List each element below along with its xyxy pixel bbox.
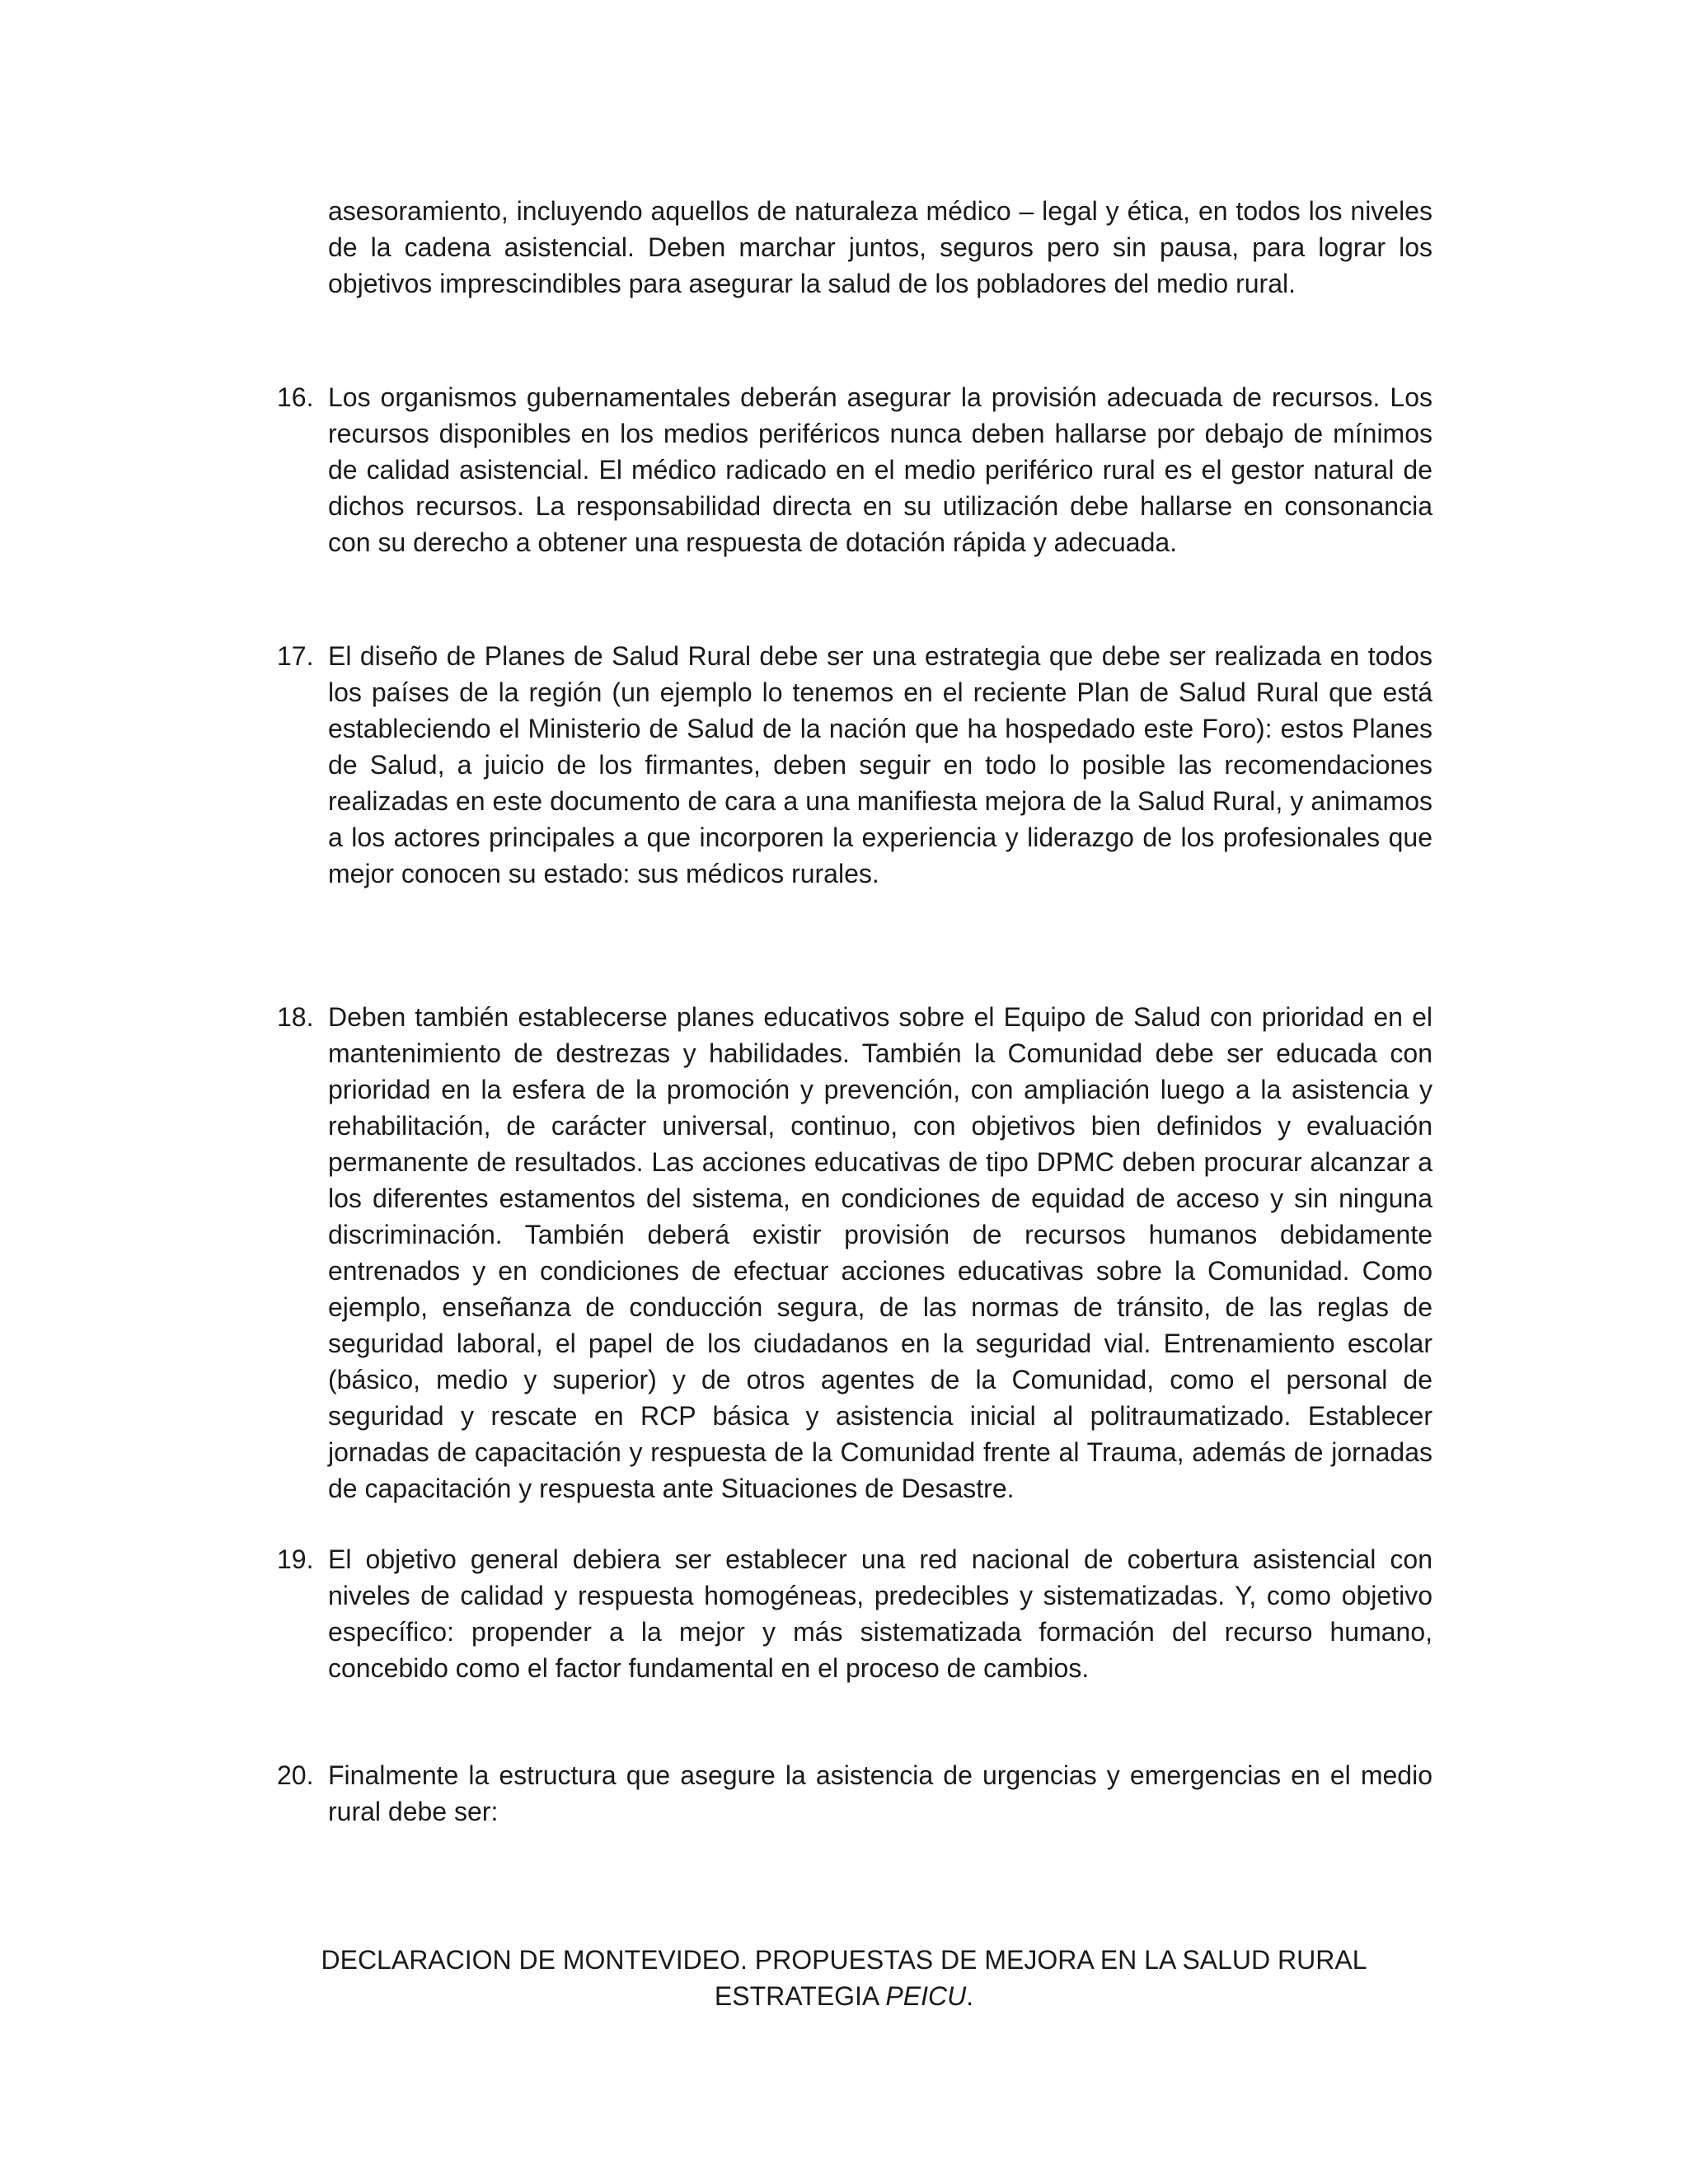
item-number: 19. xyxy=(277,1544,314,1574)
item-text: Deben también establecerse planes educativos sobre el Equipo de Salud con prioridad en el mantenimiento de destrezas y habilidades. También la Comunidad debe ser educada con prioridad en la esfera de la promoción y prevención, con ampliación luego a la asistencia y rehabilitación, de carácter universal, continuo, con objetivos bien definidos y evaluación permanente de resultados. Las acciones educativas de tipo DPMC deben procurar alcanzar a los diferentes estamentos del sistema, en condiciones de equidad de acceso y sin ninguna discriminación. También deberá existir provisión de recursos humanos debidamente entrenados y en condiciones de efectuar acciones educativas sobre la Comunidad. Como ejemplo, enseñanza de conducción segura, de las normas de tránsito, de las reglas de seguridad laboral, el papel de los ciudadanos en la seguridad vial. Entrenamiento escolar (básico, medio y superior) y de otros agentes de la Comunidad, como el personal de seguridad y rescate en RCP básica y asistencia inicial al politraumatizado. Establecer jornadas de capacitación y respuesta de la Comunidad frente al Trauma, además de jornadas de capacitación y respuesta ante Situaciones de Desastre. xyxy=(328,1002,1432,1503)
list-item-16 xyxy=(277,379,1432,560)
list-item-18 xyxy=(277,999,1432,1507)
footer-line-1: DECLARACION DE MONTEVIDEO. PROPUESTAS DE MEJORA EN LA SALUD RURAL xyxy=(321,1945,1367,1975)
footer-line-2-prefix: ESTRATEGIA xyxy=(714,1981,886,2011)
page-footer xyxy=(0,1942,1688,2014)
footer-line-2 xyxy=(0,1978,1688,2014)
list-item-17 xyxy=(277,638,1432,892)
item-text: El diseño de Planes de Salud Rural debe ser una estrategia que debe ser realizada en todos los países de la región (un ejemplo lo tenemos en el reciente Plan de Salud Rural que está estableciendo el Ministerio de Salud de la nación que ha hospedado este Foro): estos Planes de Salud, a juicio de los firmantes, deben seguir en todo lo posible las recomendaciones realizadas en este documento de cara a una manifiesta mejora de la Salud Rural, y animamos a los actores principales a que incorporen la experiencia y liderazgo de los profesionales que mejor conocen su estado: sus médicos rurales. xyxy=(328,641,1432,888)
item-text: El objetivo general debiera ser establecer una red nacional de cobertura asistencial con niveles de calidad y respuesta homogéneas, predecibles y sistematizadas. Y, como objetivo específico: propender a la mejor y más sistematizada formación del recurso humano, concebido como el factor fundamental en el proceso de cambios. xyxy=(328,1544,1432,1683)
item-number: 16. xyxy=(277,382,314,412)
list-item-20 xyxy=(277,1757,1432,1830)
footer-line-2-suffix: . xyxy=(966,1981,974,2011)
item-number: 17. xyxy=(277,641,314,671)
item-number: 20. xyxy=(277,1760,314,1790)
item-number: 18. xyxy=(277,1002,314,1032)
item-text: Finalmente la estructura que asegure la asistencia de urgencias y emergencias en el medio rural debe ser: xyxy=(328,1760,1432,1826)
item-text: Los organismos gubernamentales deberán asegurar la provisión adecuada de recursos. Los recursos disponibles en los medios periféricos nunca deben hallarse por debajo de mínimos de calidad asistencial. El médico radicado en el medio periférico rural es el gestor natural de dichos recursos. La responsabilidad directa en su utilización debe hallarse en consonancia con su derecho a obtener una respuesta de dotación rápida y adecuada. xyxy=(328,382,1432,557)
continuation-paragraph: asesoramiento, incluyendo aquellos de naturaleza médico – legal y ética, en todos los niveles de la cadena asistencial. Deben marchar juntos, seguros pero sin pausa, para lograr los objetivos imprescindibles para asegurar la salud de los pobladores del medio rural. xyxy=(328,196,1432,298)
footer-line-2-italic: PEICU xyxy=(885,1981,967,2011)
list-item-19 xyxy=(277,1541,1432,1686)
